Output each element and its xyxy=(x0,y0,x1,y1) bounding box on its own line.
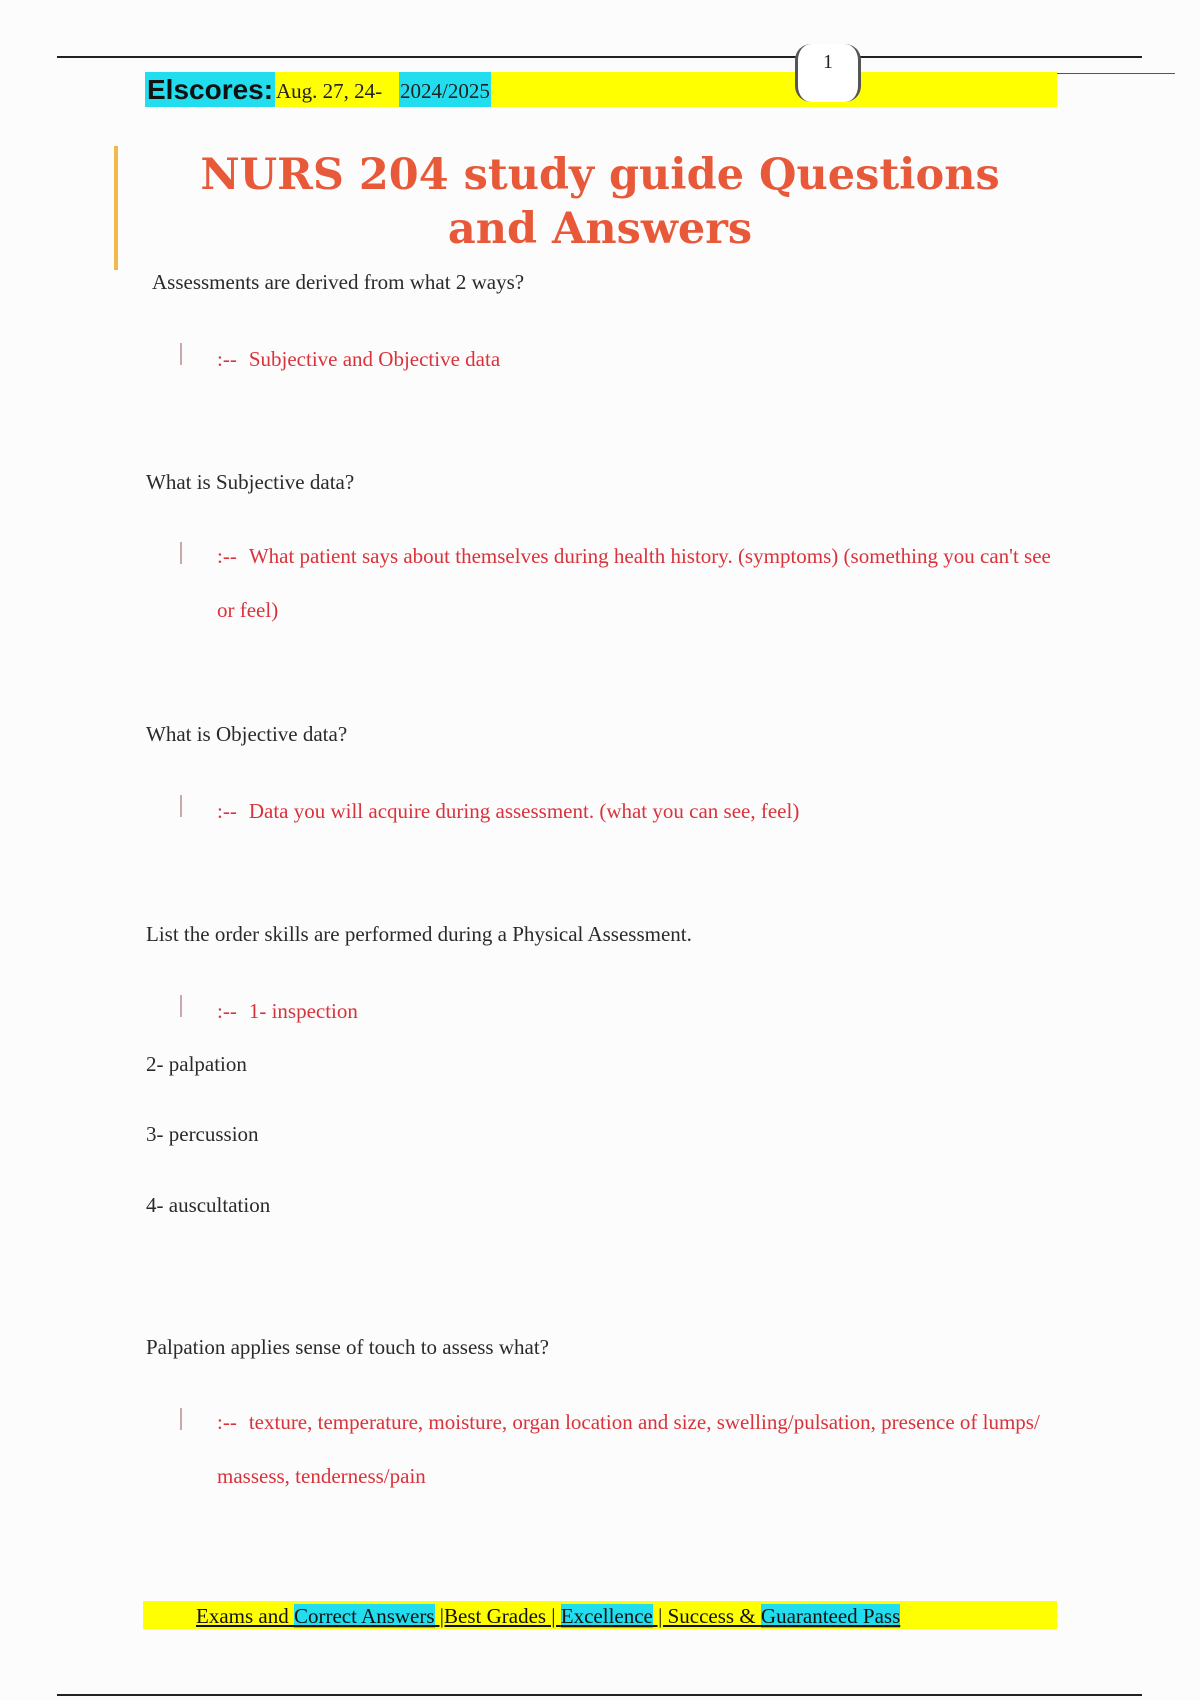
answer-prefix: :-- xyxy=(217,1410,237,1434)
answer-marker xyxy=(180,795,182,817)
question-2: What is Subjective data? xyxy=(146,470,355,494)
answer-3 xyxy=(217,784,1057,838)
list-item: 2- palpation xyxy=(146,1052,247,1076)
answer-1 xyxy=(217,332,1057,386)
answer-3-text: Data you will acquire during assessment. (what you can see, feel) xyxy=(248,799,800,823)
answer-prefix: :-- xyxy=(217,799,237,823)
footer-part: Excellence xyxy=(560,1604,653,1628)
list-item: 4- auscultation xyxy=(146,1193,271,1217)
answer-4-text: 1- inspection xyxy=(248,999,358,1023)
question-1: Assessments are derived from what 2 ways? xyxy=(152,270,525,294)
answer-prefix: :-- xyxy=(217,544,237,568)
footer-rule xyxy=(57,1694,1142,1696)
header-year: 2024/2025 xyxy=(399,72,491,107)
page-title: NURS 204 study guide Questions and Answers xyxy=(200,150,1000,254)
footer-part: |Best Grades | xyxy=(434,1604,561,1628)
header-date: Aug. 27, 24- xyxy=(276,79,383,103)
answer-5 xyxy=(217,1395,1057,1503)
header-rule xyxy=(57,56,1142,58)
answer-marker xyxy=(180,1408,182,1430)
answer-2 xyxy=(217,529,1057,637)
footer-part: Exams and xyxy=(196,1604,294,1628)
question-5: Palpation applies sense of touch to assess what? xyxy=(146,1335,549,1359)
answer-4 xyxy=(217,984,1057,1038)
title-accent-bar xyxy=(114,146,118,270)
question-3: What is Objective data? xyxy=(146,722,348,746)
header-brand: Elscores: xyxy=(147,74,274,105)
list-item: 3- percussion xyxy=(146,1122,259,1146)
question-4: List the order skills are performed during a Physical Assessment. xyxy=(146,922,692,946)
answer-marker xyxy=(180,542,182,564)
answer-5-text: texture, temperature, moisture, organ location and size, swelling/pulsation, presence of lumps/ massess, tenderness/pain xyxy=(217,1410,1040,1488)
answer-prefix: :-- xyxy=(217,999,237,1023)
answer-2-text: What patient says about themselves during health history. (symptoms) (something you can't see or feel) xyxy=(217,544,1051,622)
answer-1-text: Subjective and Objective data xyxy=(248,347,501,371)
answer-marker xyxy=(180,995,182,1017)
answer-prefix: :-- xyxy=(217,347,237,371)
footer-part: Correct Answers xyxy=(293,1604,435,1628)
page-number: 1 xyxy=(795,44,861,102)
footer-part: Guaranteed Pass xyxy=(760,1604,901,1628)
footer-tagline xyxy=(196,1601,900,1629)
answer-marker xyxy=(180,343,182,365)
footer-part: | Success & xyxy=(652,1604,761,1628)
